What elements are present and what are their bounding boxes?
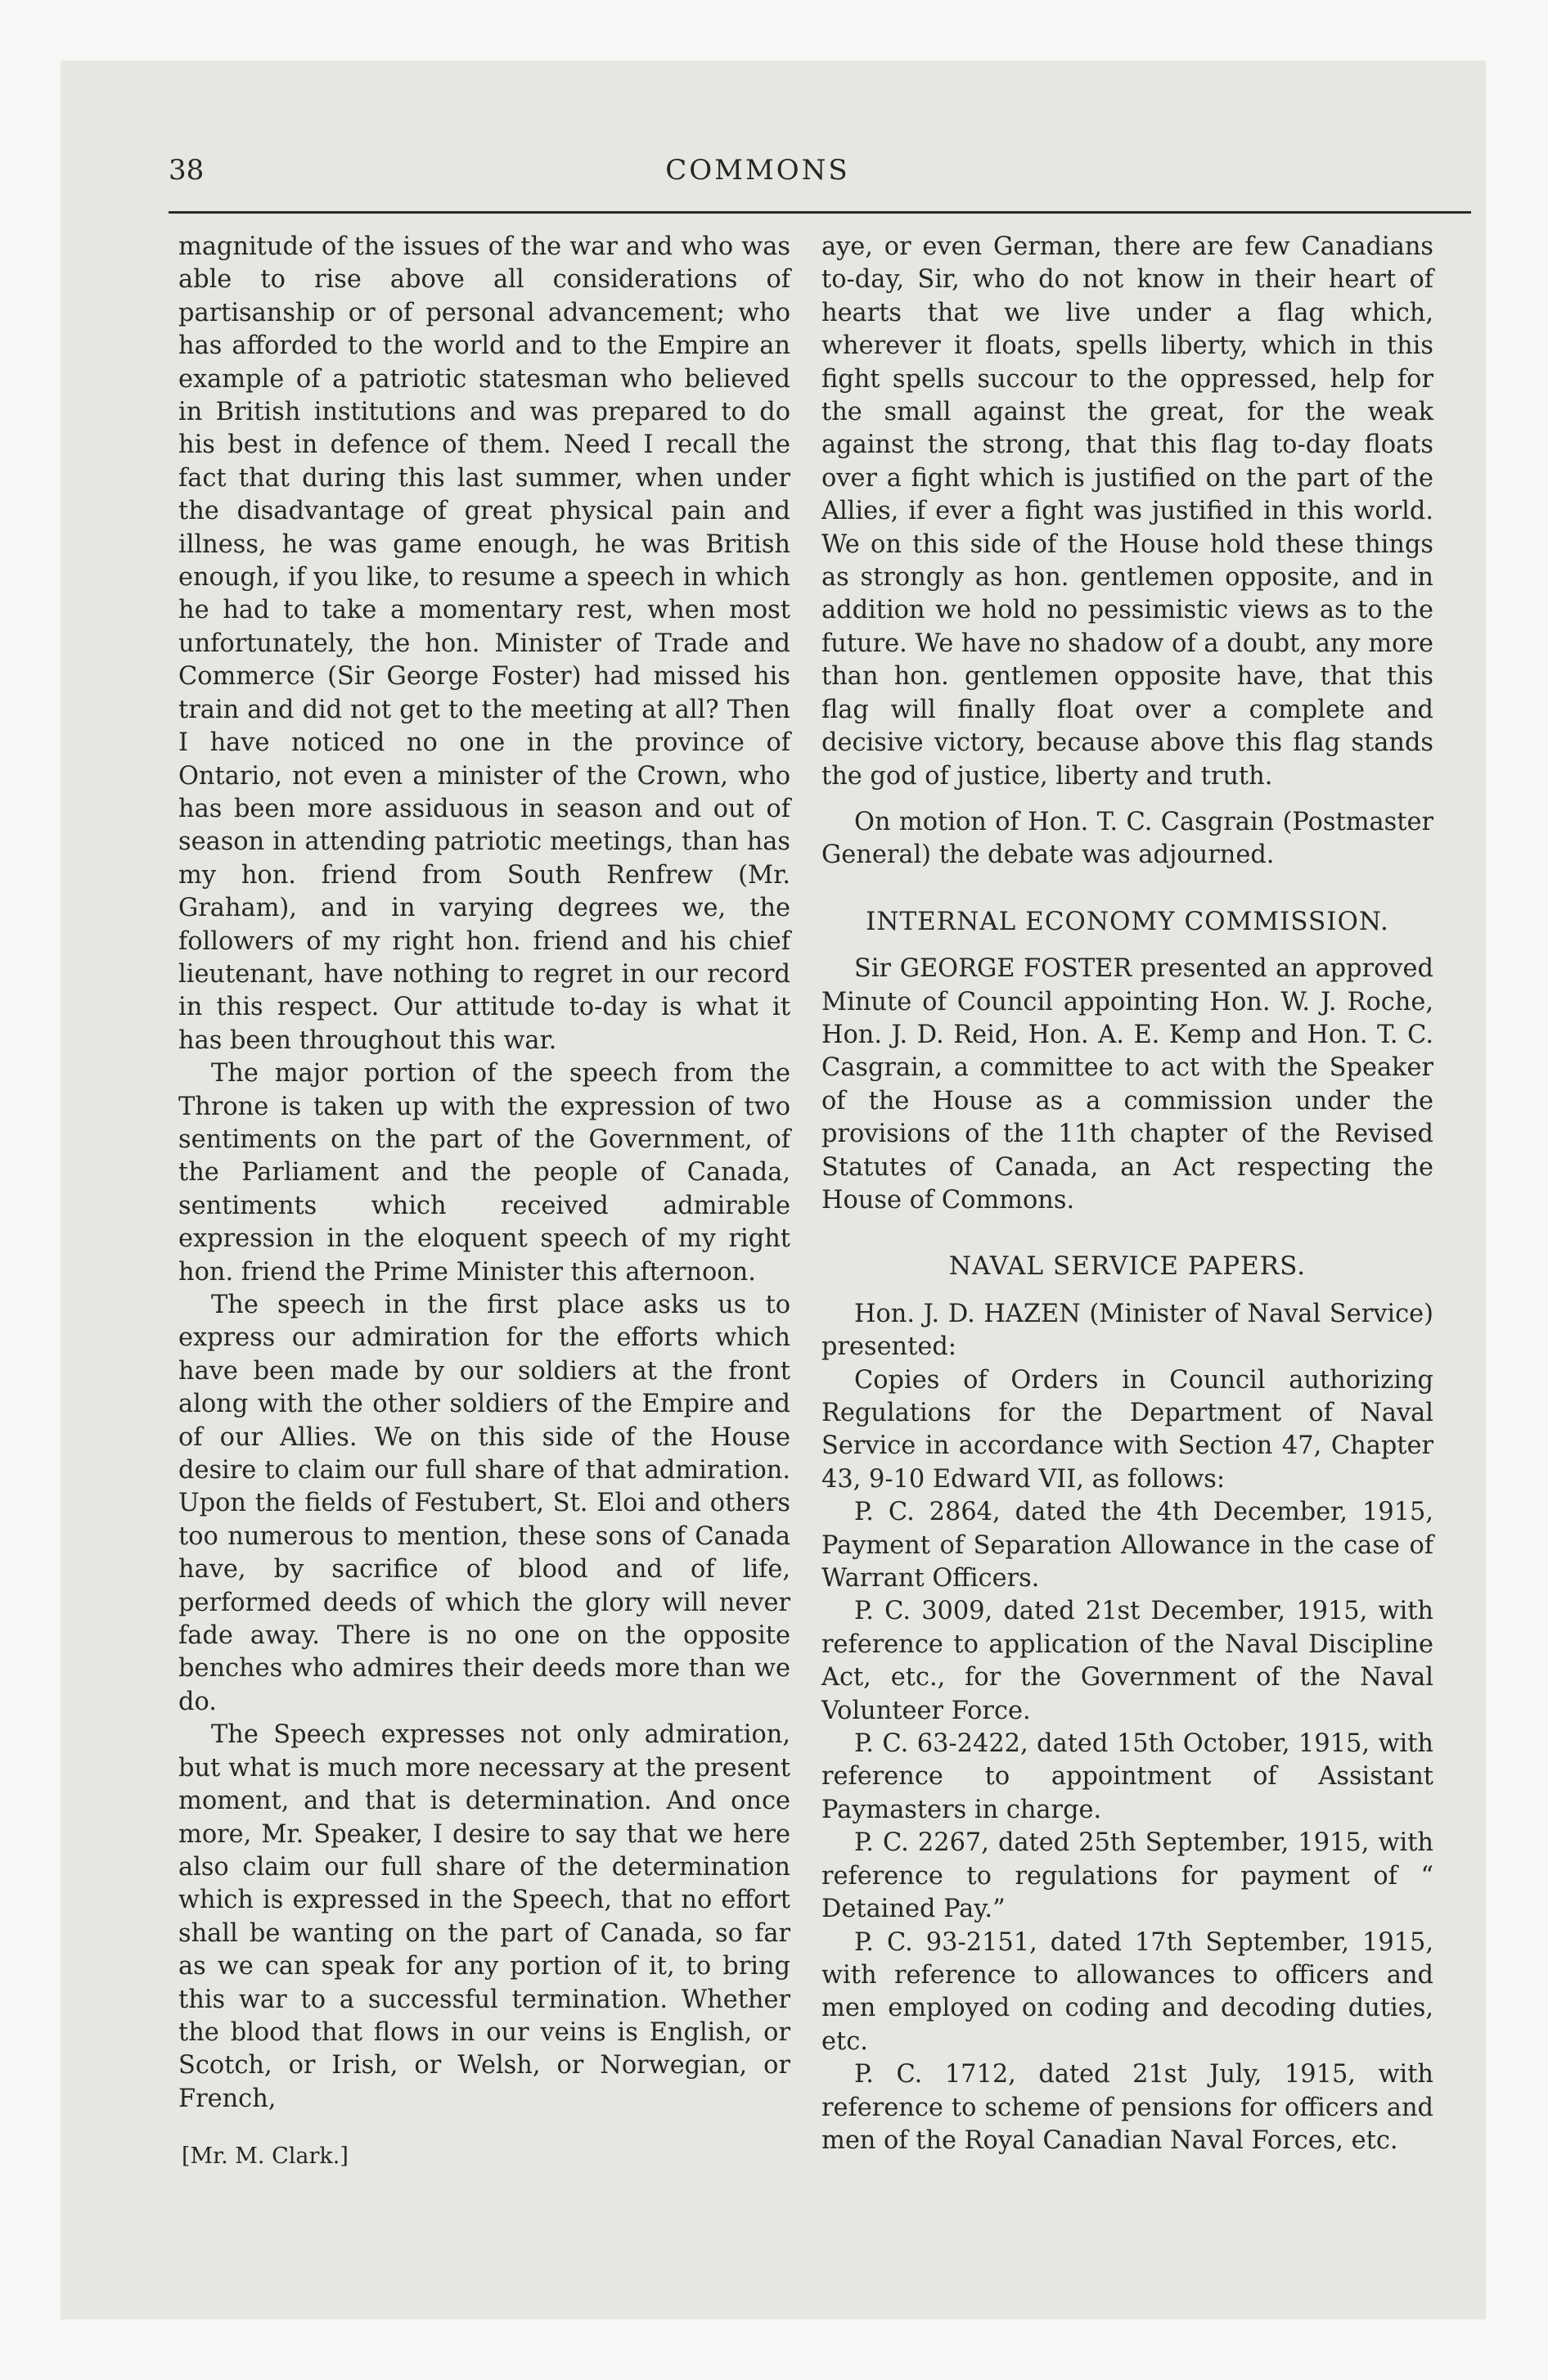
- left-paragraph-1: magnitude of the issues of the war and who was able to rise above all considerations of partisanship or of personal advancement; who has afforded to the world and to the Empire an example of a patriotic statesman who believed in British institutions and was prepared to do his best in defence of them. Need I recall the fact that during this last summer, when under the disadvantage of great physical pain and illness, he was game enough, he was British enough, if you like, to resume a speech in which he had to take a momentary rest, when most unfortunately, the hon. Minister of Trade and Commerce (Sir George Foster) had missed his train and did not get to the meeting at all? Then I have noticed no one in the province of Ontario, not even a minister of the Crown, who has been more assiduous in season and out of season in attending patriotic meetings, than has my hon. friend from South Renfrew (Mr. Graham), and in varying degrees we, the followers of my right hon. friend and his chief lieutenant, have nothing to regret in our record in this respect. Our attitude to-day is what it has been throughout this war.: [178, 232, 790, 1055]
- running-head: COMMONS: [665, 154, 850, 187]
- naval-paragraph-3: P. C. 2864, dated the 4th December, 1915, Payment of Separation Allowance in the case of Warrant Officers.: [821, 1498, 1433, 1593]
- naval-paragraph-1: Hon. J. D. HAZEN (Minister of Naval Service) presented:: [821, 1299, 1433, 1362]
- page-number: 38: [169, 154, 205, 187]
- adjournment-note: On motion of Hon. T. C. Casgrain (Postmaster General) the debate was adjourned.: [821, 807, 1433, 870]
- naval-paragraph-2: Copies of Orders in Council authorizing Regulations for the Department of Naval Service in accordance with Section 47, Chapter 43, 9-10 Edward VII, as follows:: [821, 1365, 1433, 1494]
- internal-economy-text: Sir GEORGE FOSTER presented an approved Minute of Council appointing Hon. W. J. Roche, Hon. J. D. Reid, Hon. A. E. Kemp and Hon. T. C. Casgrain, a committee to act with the Speaker of the House as a commission under the provisions of the 11th chapter of the Revised Statutes of Canada, an Act respecting the House of Commons.: [821, 954, 1433, 1215]
- left-paragraph-3: The speech in the first place asks us to express our admiration for the efforts which have been made by our soldiers at the front along with the other soldiers of the Empire and of our Allies. We on this side of the House desire to claim our full share of that admiration. Upon the fields of Festubert, St. Eloi and others too numerous to mention, these sons of Canada have, by sacrifice of blood and of life, performed deeds of which the glory will never fade away. There is no one on the opposite benches who admires their deeds more than we do.: [178, 1291, 790, 1716]
- header-rule: [169, 211, 1471, 214]
- speaker-tag: [Mr. M. Clark.]: [182, 2143, 349, 2170]
- naval-paragraph-4: P. C. 3009, dated 21st December, 1915, with reference to application of the Naval Discipline Act, etc., for the Government of the Naval Volunteer Force.: [821, 1597, 1433, 1725]
- right-continuation: aye, or even German, there are few Canadians to-day, Sir, who do not know in their heart of hearts that we live under a flag which, wherever it floats, spells liberty, which in this fight spells succour to the oppressed, help for the small against the great, for the weak against the strong, that this flag to-day floats over a fight which is justified on the part of the Allies, if ever a fight was justified in this world. We on this side of the House hold these things as strongly as hon. gentlemen opposite, and in addition we hold no pessimistic views as to the future. We have no shadow of a doubt, any more than hon. gentlemen opposite have, that this flag will finally float over a complete and decisive victory, because above this flag stands the god of justice, liberty and truth.: [821, 232, 1433, 791]
- left-paragraph-4: The Speech expresses not only admiration, but what is much more necessary at the present moment, and that is determination. And once more, Mr. Speaker, I desire to say that we here also claim our full share of the determination which is expressed in the Speech, that no effort shall be wanting on the part of Canada, so far as we can speak for any portion of it, to bring this war to a successful termination. Whether the blood that flows in our veins is English, or Scotch, or Irish, or Welsh, or Norwegian, or French,: [178, 1720, 790, 2113]
- section-heading-naval-service: NAVAL SERVICE PAPERS.: [948, 1251, 1307, 1282]
- section-heading-internal-economy: INTERNAL ECONOMY COMMISSION.: [866, 906, 1389, 936]
- left-paragraph-2: The major portion of the speech from the Throne is taken up with the expression of two sentiments on the part of the Government, of the Parliament and the people of Canada, sentiments which received admirable expression in the eloquent speech of my right hon. friend the Prime Minister this afternoon.: [178, 1059, 790, 1287]
- naval-paragraph-5: P. C. 63-2422, dated 15th October, 1915, with reference to appointment of Assistant Paymasters in charge.: [821, 1729, 1433, 1824]
- right-column: [821, 231, 1433, 2157]
- naval-paragraph-8: P. C. 1712, dated 21st July, 1915, with reference to scheme of pensions for officers and men of the Royal Canadian Naval Forces, etc.: [821, 2060, 1433, 2155]
- naval-paragraph-6: P. C. 2267, dated 25th September, 1915, with reference to regulations for payment of “ Detained Pay.”: [821, 1828, 1433, 1924]
- naval-paragraph-7: P. C. 93-2151, dated 17th September, 1915, with reference to allowances to officers and men employed on coding and decoding duties, etc.: [821, 1927, 1433, 2056]
- left-column: [178, 231, 790, 2174]
